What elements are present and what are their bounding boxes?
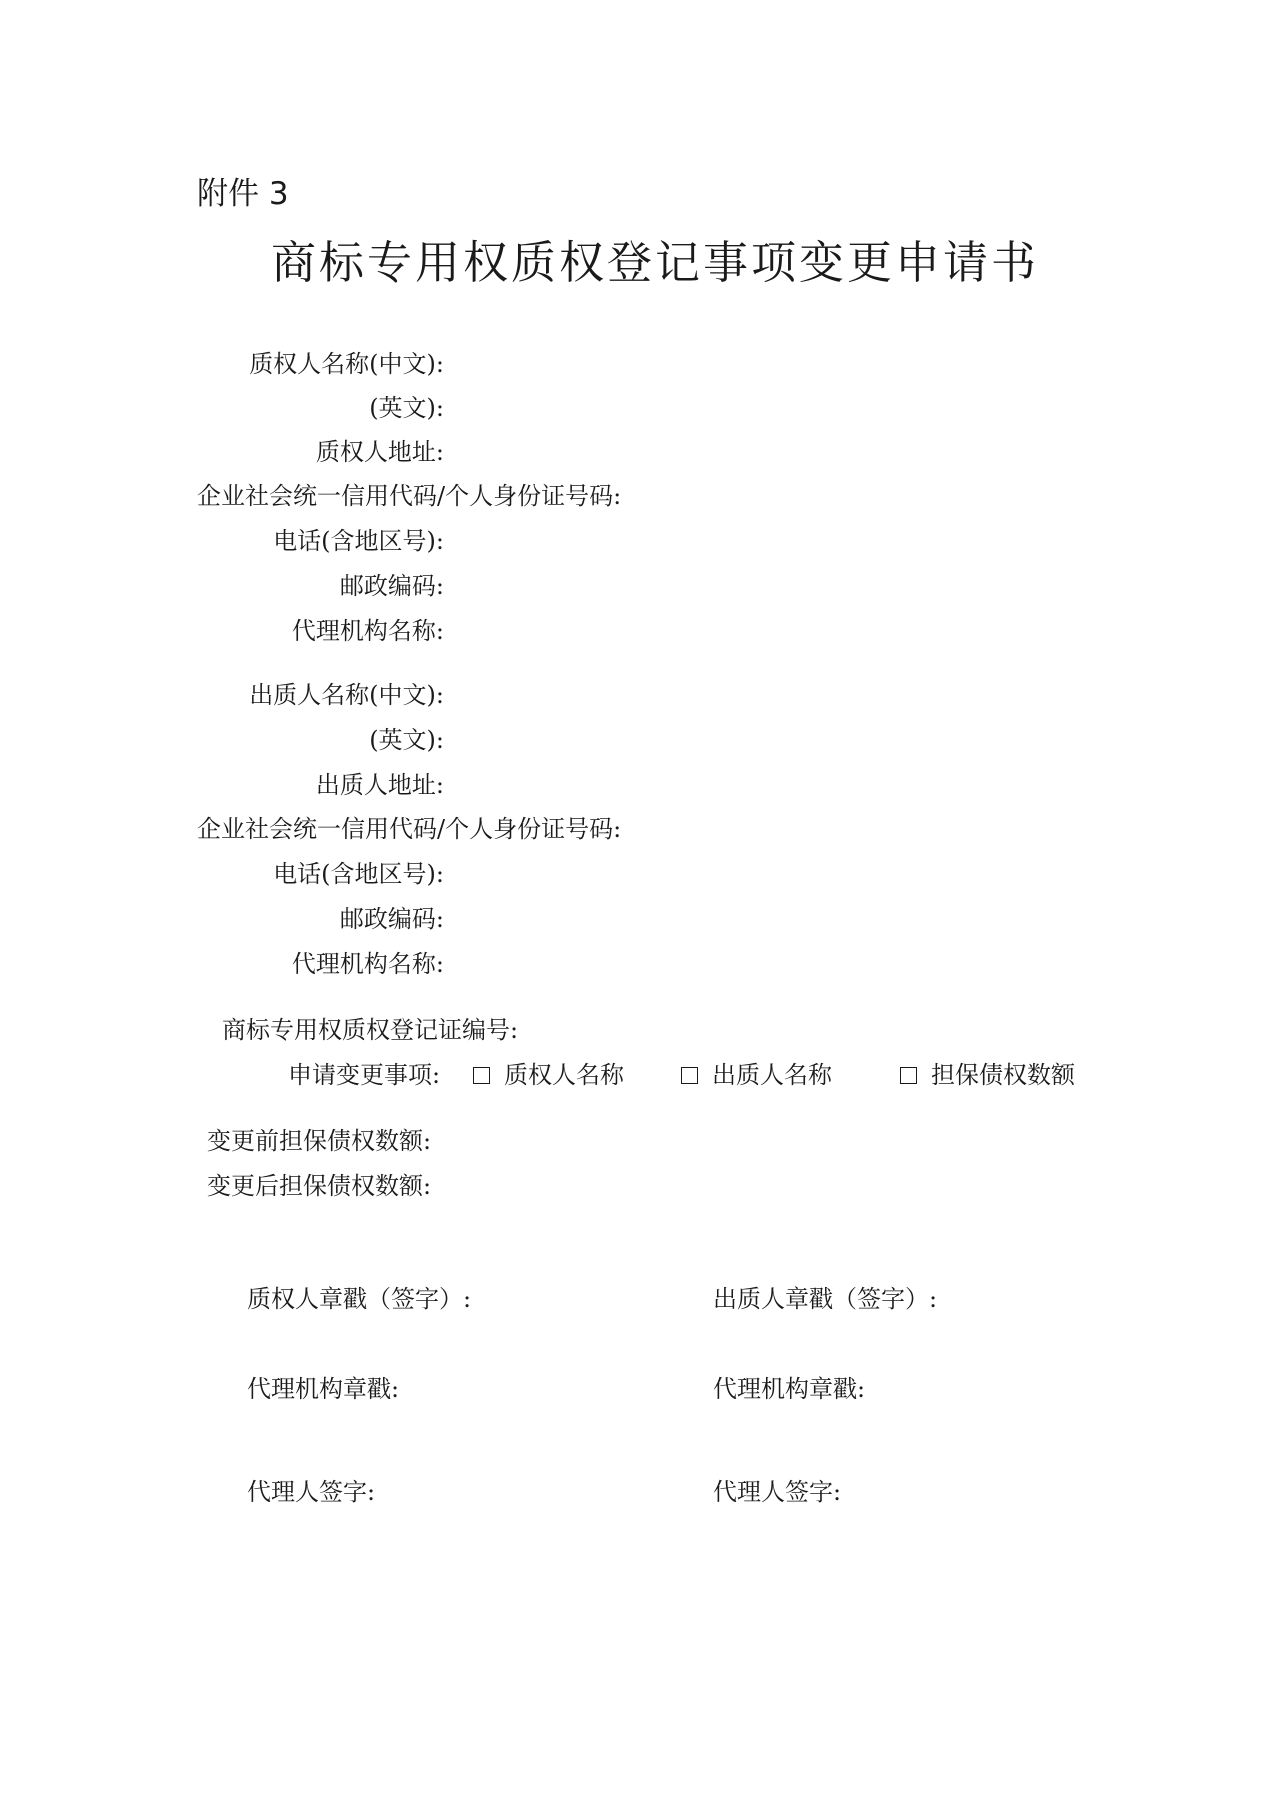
pledgee-credit-code-label: 企业社会统一信用代码/个人身份证号码:: [197, 482, 622, 510]
agency-seal-right-label: 代理机构章戳:: [713, 1375, 866, 1403]
cert-number-label: 商标专用权质权登记证编号:: [222, 1016, 519, 1044]
option-secured-amount-text: 担保债权数额: [931, 1061, 1075, 1089]
option-pledgor-name[interactable]: [681, 1055, 832, 1090]
pledgor-address-label: 出质人地址:: [315, 771, 444, 799]
pledgee-seal-label: 质权人章戳（签字）:: [247, 1285, 472, 1313]
pledgor-name-cn-label: 出质人名称(中文):: [249, 681, 444, 709]
attachment-label: 附件 3: [197, 176, 289, 212]
option-pledgee-name-text: 质权人名称: [504, 1061, 624, 1089]
checkbox-secured-amount[interactable]: [900, 1067, 917, 1084]
form-title: 商标专用权质权登记事项变更申请书: [270, 236, 1039, 289]
pledgee-name-cn-label: 质权人名称(中文):: [249, 350, 444, 378]
option-pledgee-name[interactable]: [473, 1055, 624, 1090]
agent-sign-left-label: 代理人签字:: [247, 1478, 376, 1506]
pledgor-name-en-label: (英文):: [369, 726, 444, 754]
pledgee-name-en-label: (英文):: [369, 394, 444, 422]
pledgee-postcode-label: 邮政编码:: [339, 572, 444, 600]
pledgor-postcode-label: 邮政编码:: [339, 905, 444, 933]
pledgee-agency-label: 代理机构名称:: [291, 617, 444, 645]
checkbox-pledgee-name[interactable]: [473, 1067, 490, 1084]
amount-before-label: 变更前担保债权数额:: [207, 1127, 432, 1155]
agency-seal-left-label: 代理机构章戳:: [247, 1375, 400, 1403]
option-pledgor-name-text: 出质人名称: [712, 1061, 832, 1089]
change-items-label: 申请变更事项:: [288, 1061, 441, 1089]
option-secured-amount[interactable]: [900, 1055, 1075, 1090]
pledgor-agency-label: 代理机构名称:: [291, 950, 444, 978]
checkbox-pledgor-name[interactable]: [681, 1067, 698, 1084]
pledgor-seal-label: 出质人章戳（签字）:: [713, 1285, 938, 1313]
amount-after-label: 变更后担保债权数额:: [207, 1172, 432, 1200]
pledgee-address-label: 质权人地址:: [315, 438, 444, 466]
pledgee-phone-label: 电话(含地区号):: [273, 527, 444, 555]
pledgor-credit-code-label: 企业社会统一信用代码/个人身份证号码:: [197, 815, 622, 843]
agent-sign-right-label: 代理人签字:: [713, 1478, 842, 1506]
change-options-row: [0, 1055, 1280, 1089]
pledgor-phone-label: 电话(含地区号):: [273, 860, 444, 888]
